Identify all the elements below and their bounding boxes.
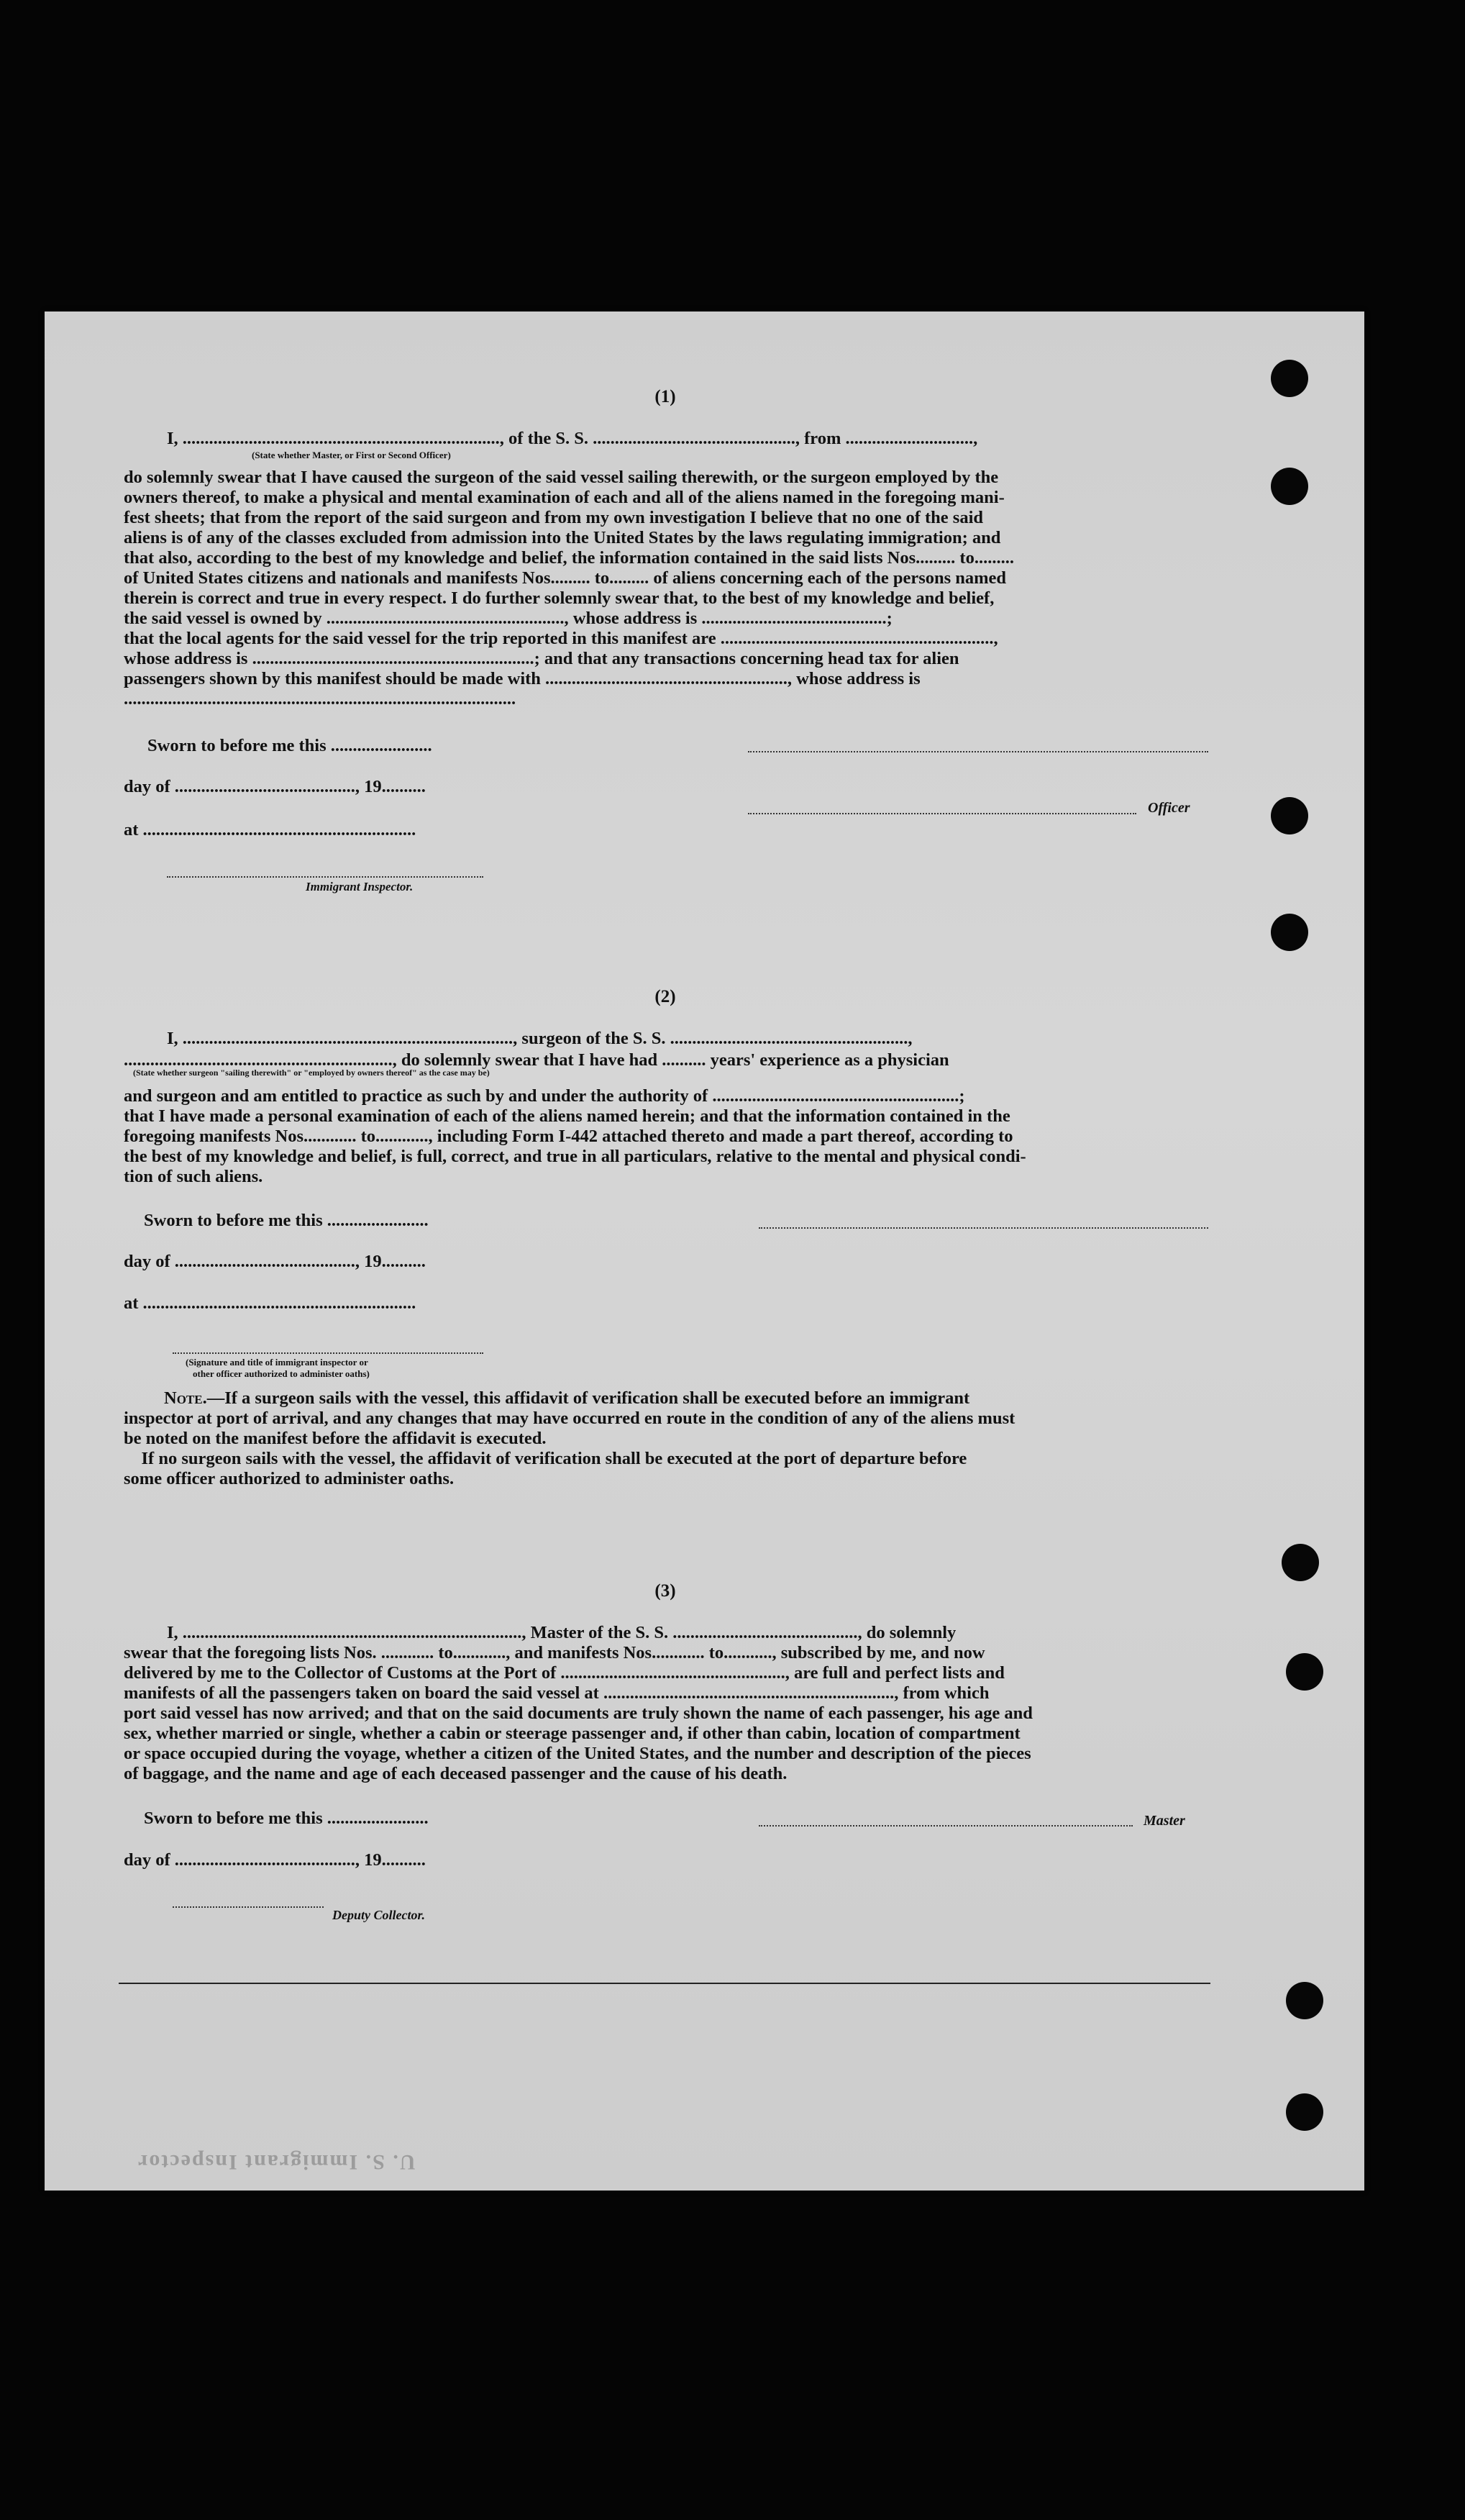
officer-label: Officer bbox=[1148, 800, 1190, 816]
note-line: If no surgeon sails with the vessel, the affidavit of verification shall be executed at the port of departure before bbox=[124, 1449, 967, 1468]
section-3-line: I, ............................................................................., Master of the S. S. .........................................., do solemnly bbox=[167, 1623, 957, 1642]
section-1-at: at .............................................................. bbox=[124, 820, 416, 840]
section-1-line: the said vessel is owned by ......................................................, whose address is ..........................................; bbox=[124, 609, 893, 628]
section-1-sworn: Sworn to before me this ....................... bbox=[147, 736, 432, 755]
section-1-line: of United States citizens and nationals and manifests Nos......... to......... of aliens concerning each of the persons named bbox=[124, 568, 1007, 588]
officer-signature-line bbox=[748, 751, 1208, 752]
signature-caption: other officer authorized to administer oaths) bbox=[193, 1368, 370, 1379]
punch-hole bbox=[1286, 1653, 1323, 1691]
punch-hole bbox=[1286, 1982, 1323, 2019]
signature-caption: (Signature and title of immigrant inspector or bbox=[186, 1357, 368, 1368]
section-1-number: (1) bbox=[654, 387, 676, 406]
bottom-rule bbox=[119, 1983, 1210, 1984]
section-2-line: and surgeon and am entitled to practice as such by and under the authority of ........................................................; bbox=[124, 1086, 965, 1106]
section-3-day: day of ........................................., 19.......... bbox=[124, 1850, 426, 1870]
section-2-caption: (State whether surgeon "sailing therewith" or "employed by owners thereof" as the case may be) bbox=[133, 1068, 490, 1078]
section-1-line: aliens is of any of the classes excluded from admission into the United States by the laws regulating immigration; and bbox=[124, 528, 1001, 547]
section-2-line: ............................................................., do solemnly swear that I have had .......... years' experience as a physician bbox=[124, 1050, 949, 1070]
section-2-sworn: Sworn to before me this ....................... bbox=[144, 1211, 429, 1230]
note-line: be noted on the manifest before the affidavit is executed. bbox=[124, 1429, 547, 1448]
deputy-collector-label: Deputy Collector. bbox=[332, 1908, 425, 1922]
section-2-line: tion of such aliens. bbox=[124, 1167, 263, 1186]
surgeon-signature-line bbox=[759, 1227, 1208, 1229]
mirrored-stamp: U. S. Immigrant Inspector bbox=[137, 2150, 416, 2174]
punch-hole bbox=[1271, 797, 1308, 834]
punch-hole bbox=[1271, 360, 1308, 397]
section-2-at: at .............................................................. bbox=[124, 1293, 416, 1313]
master-label: Master bbox=[1144, 1813, 1185, 1829]
deputy-signature-line bbox=[173, 1906, 324, 1908]
section-2-number: (2) bbox=[654, 987, 676, 1006]
section-1-line: do solemnly swear that I have caused the surgeon of the said vessel sailing therewith, or the surgeon employed by the bbox=[124, 468, 999, 487]
section-3-line: of baggage, and the name and age of each deceased passenger and the cause of his death. bbox=[124, 1764, 788, 1783]
section-1-line: ......................................................................................... bbox=[124, 689, 516, 709]
section-1-line: owners thereof, to make a physical and mental examination of each and all of the aliens named in the foregoing mani- bbox=[124, 488, 1005, 507]
section-3-sworn: Sworn to before me this ....................... bbox=[144, 1809, 429, 1828]
section-3-line: manifests of all the passengers taken on board the said vessel at .................................................................., from which bbox=[124, 1683, 990, 1703]
master-signature-line bbox=[759, 1825, 1133, 1827]
section-3-line: or space occupied during the voyage, whether a citizen of the United States, and the number and description of the pieces bbox=[124, 1744, 1031, 1763]
immigrant-inspector-label: Immigrant Inspector. bbox=[306, 880, 414, 893]
punch-hole bbox=[1271, 914, 1308, 951]
section-1-line: that the local agents for the said vessel for the trip reported in this manifest are .............................................................., bbox=[124, 629, 998, 648]
note-line: inspector at port of arrival, and any changes that may have occurred en route in the condition of any of the aliens must bbox=[124, 1409, 1016, 1428]
section-1-line: therein is correct and true in every respect. I do further solemnly swear that, to the best of my knowledge and belief, bbox=[124, 588, 995, 608]
section-2-line: foregoing manifests Nos............ to............, including Form I-442 attached thereto and made a part thereof, according to bbox=[124, 1127, 1013, 1146]
punch-hole bbox=[1282, 1544, 1319, 1581]
note-heading: Note bbox=[164, 1388, 203, 1408]
punch-hole bbox=[1271, 468, 1308, 505]
section-3-line: port said vessel has now arrived; and that on the said documents are truly shown the name of each passenger, his age and bbox=[124, 1703, 1033, 1723]
note-line bbox=[164, 1388, 969, 1409]
section-2-line: that I have made a personal examination of each of the aliens named herein; and that the information contained in the bbox=[124, 1106, 1010, 1126]
section-1-line: that also, according to the best of my knowledge and belief, the information contained in the said lists Nos......... to......... bbox=[124, 548, 1014, 568]
officer-signature-line bbox=[748, 813, 1136, 814]
section-1-day: day of ........................................., 19.......... bbox=[124, 777, 426, 796]
section-1-line: whose address is ................................................................; and that any transactions concerning head tax for alien bbox=[124, 649, 959, 668]
section-3-line: sex, whether married or single, whether a cabin or steerage passenger and, if other than cabin, location of compartment bbox=[124, 1724, 1021, 1743]
section-3-number: (3) bbox=[654, 1581, 676, 1601]
section-2-line: I, ..........................................................................., surgeon of the S. S. ......................................................, bbox=[167, 1029, 913, 1048]
inspector-signature-line bbox=[167, 876, 483, 878]
inspector-signature-line bbox=[173, 1352, 483, 1354]
section-1-line: I, ........................................................................, of the S. S. .............................................., from ............................., bbox=[167, 429, 978, 448]
note-text: .—If a surgeon sails with the vessel, this affidavit of verification shall be executed before an immigrant bbox=[202, 1388, 970, 1408]
punch-hole bbox=[1286, 2093, 1323, 2131]
note-line: some officer authorized to administer oaths. bbox=[124, 1469, 455, 1488]
section-3-line: swear that the foregoing lists Nos. ............ to............, and manifests Nos............ to..........., subscribed by me, and now bbox=[124, 1643, 985, 1662]
section-1-line: fest sheets; that from the report of the said surgeon and from my own investigation I believe that no one of the said bbox=[124, 508, 983, 527]
section-3-line: delivered by me to the Collector of Customs at the Port of ..................................................., are full and perfect lists and bbox=[124, 1663, 1005, 1683]
section-2-line: the best of my knowledge and belief, is full, correct, and true in all particulars, relative to the mental and physical condi- bbox=[124, 1147, 1026, 1166]
section-1-line: passengers shown by this manifest should be made with ......................................................., whose address is bbox=[124, 669, 921, 688]
section-2-day: day of ........................................., 19.......... bbox=[124, 1252, 426, 1271]
section-1-caption: (State whether Master, or First or Second Officer) bbox=[252, 450, 451, 460]
